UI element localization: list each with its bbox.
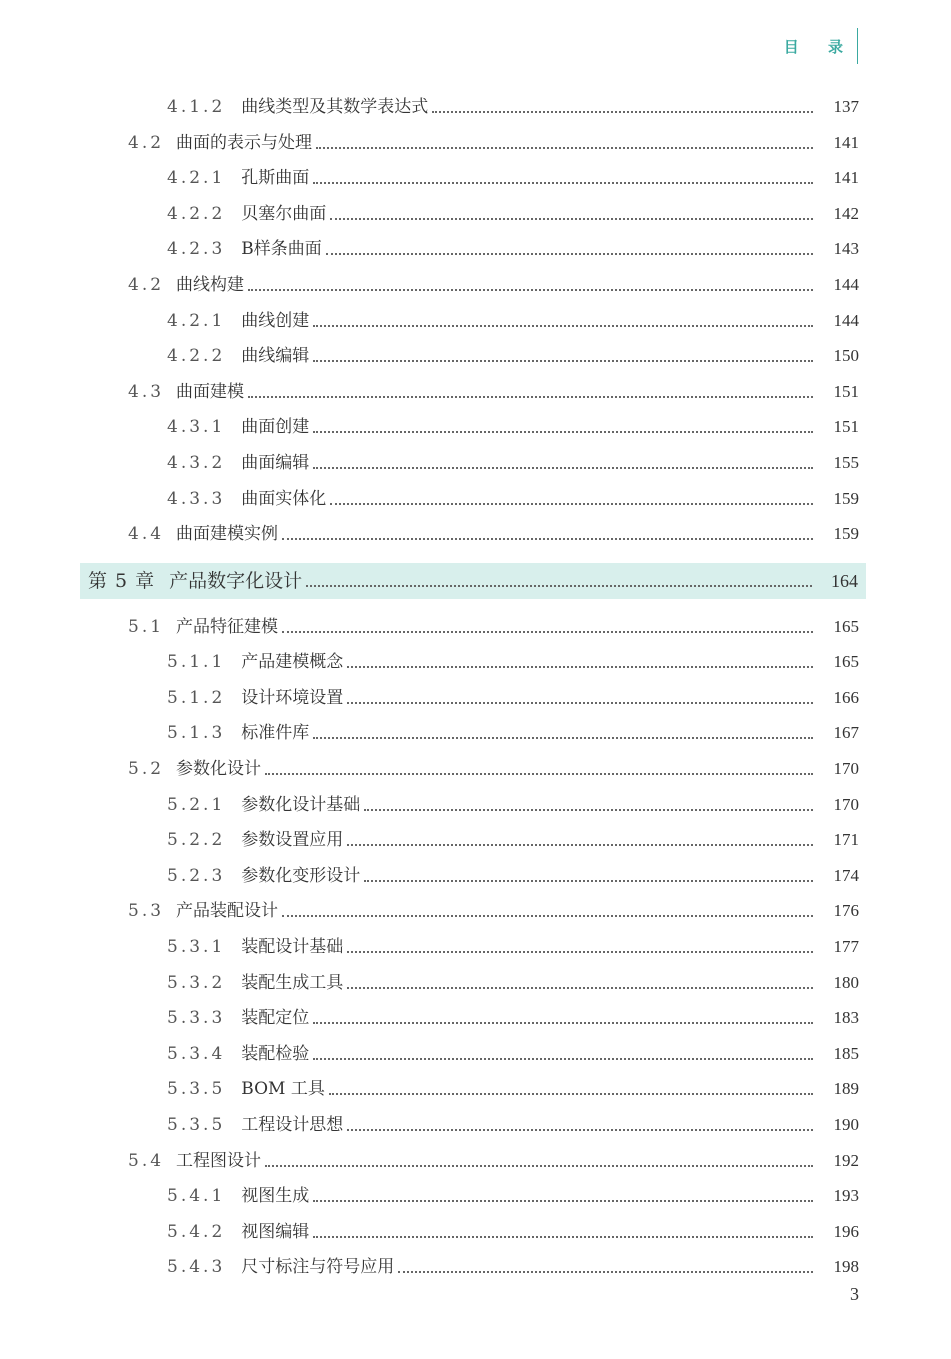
- toc-entry-number: 5.4.2: [167, 1222, 226, 1242]
- dot-leader: [282, 914, 813, 917]
- toc-entry[interactable]: [0, 859, 951, 893]
- toc-entry-title: 视图生成: [241, 1186, 310, 1206]
- toc-entry-number: 5.2: [128, 759, 165, 779]
- dot-leader: [364, 808, 813, 811]
- toc-entry[interactable]: [0, 197, 951, 231]
- dot-leader: [316, 146, 813, 149]
- toc-entry[interactable]: [0, 375, 951, 409]
- toc-entry-page: 166: [833, 688, 859, 707]
- dot-leader: [347, 701, 813, 704]
- toc-entry[interactable]: [0, 1072, 951, 1106]
- toc-entry-title: 工程设计思想: [241, 1115, 344, 1135]
- toc-entry[interactable]: [0, 446, 951, 480]
- toc-entry[interactable]: [0, 1250, 951, 1284]
- toc-entry-page: 141: [833, 168, 859, 187]
- toc-entry[interactable]: [0, 930, 951, 964]
- toc-entry[interactable]: [0, 645, 951, 679]
- toc-entry-title: 贝塞尔曲面: [241, 204, 327, 224]
- toc-entry-page: 143: [833, 239, 859, 258]
- toc-entry-number: 5.2.1: [167, 795, 226, 815]
- dot-leader: [313, 324, 813, 327]
- toc-entry-page: 171: [833, 830, 859, 849]
- toc-entry[interactable]: [0, 410, 951, 444]
- toc-entry-number: 4.2.2: [167, 346, 226, 366]
- toc-entry-title: 参数化设计: [176, 759, 262, 779]
- toc-entry-page: 192: [833, 1151, 859, 1170]
- toc-entry-title: 曲线构建: [176, 275, 245, 295]
- dot-leader: [313, 466, 813, 469]
- toc-entry-title: 曲线创建: [241, 311, 310, 331]
- toc-entry-page: 196: [833, 1222, 859, 1241]
- toc-entry-page: 137: [833, 97, 859, 116]
- toc-entry[interactable]: [0, 1215, 951, 1249]
- toc-entry-number: 4.2: [128, 275, 165, 295]
- toc-entry-number: 4.2: [128, 133, 165, 153]
- dot-leader: [347, 665, 813, 668]
- toc-entry-number: 第 5 章: [88, 570, 156, 592]
- toc-entry-title: B样条曲面: [241, 239, 322, 259]
- toc-entry[interactable]: [0, 232, 951, 266]
- toc-entry[interactable]: [0, 716, 951, 750]
- toc-entry-number: 4.2.2: [167, 204, 226, 224]
- toc-entry[interactable]: [0, 126, 951, 160]
- toc-entry-title: 工程图设计: [176, 1151, 262, 1171]
- dot-leader: [347, 986, 813, 989]
- toc-entry[interactable]: [0, 304, 951, 338]
- toc-entry-number: 5.3.1: [167, 937, 226, 957]
- toc-entry-title: 尺寸标注与符号应用: [241, 1257, 395, 1277]
- page-number: 3: [850, 1284, 859, 1304]
- toc-entry[interactable]: [0, 1037, 951, 1071]
- toc-entry-number: 5.2.2: [167, 830, 226, 850]
- toc-entry-title: 标准件库: [241, 723, 310, 743]
- toc-entry-page: 165: [833, 617, 859, 636]
- toc-entry-title: 曲面实体化: [241, 489, 327, 509]
- toc-entry-page: 176: [833, 901, 859, 920]
- toc-entry-page: 155: [833, 453, 859, 472]
- toc-entry[interactable]: [0, 482, 951, 516]
- dot-leader: [282, 537, 813, 540]
- dot-leader: [248, 288, 813, 291]
- toc-entry-number: 4.3: [128, 382, 165, 402]
- toc-entry-number: 4.3.2: [167, 453, 226, 473]
- dot-leader: [313, 1021, 813, 1024]
- toc-entry-page: 151: [833, 382, 859, 401]
- toc-entry[interactable]: [0, 1001, 951, 1035]
- toc-entry-page: 185: [833, 1044, 859, 1063]
- dot-leader: [330, 217, 813, 220]
- toc-entry-page: 142: [833, 204, 859, 223]
- toc-entry-page: 164: [831, 571, 858, 591]
- toc-entry-number: 5.4.3: [167, 1257, 226, 1277]
- toc-entry-page: 165: [833, 652, 859, 671]
- toc-entry-title: 曲面的表示与处理: [176, 133, 313, 153]
- dot-leader: [313, 1235, 813, 1238]
- toc-entry-page: 141: [833, 133, 859, 152]
- toc-entry-number: 5.3: [128, 901, 165, 921]
- toc-entry-title: BOM 工具: [241, 1079, 325, 1099]
- toc-entry-number: 5.1.3: [167, 723, 226, 743]
- toc-entry-page: 159: [833, 489, 859, 508]
- toc-entry-page: 144: [833, 275, 859, 294]
- toc-entry-title: 产品装配设计: [176, 901, 279, 921]
- toc-entry[interactable]: [0, 610, 951, 644]
- toc-entry-number: 4.4: [128, 524, 165, 544]
- toc-entry-page: 190: [833, 1115, 859, 1134]
- toc-entry-page: 180: [833, 973, 859, 992]
- toc-entry-number: 5.3.5: [167, 1115, 226, 1135]
- toc-entry[interactable]: [0, 894, 951, 928]
- toc-entry[interactable]: [0, 268, 951, 302]
- toc-entry-page: 151: [833, 417, 859, 436]
- toc-entry-number: 5.3.2: [167, 973, 226, 993]
- dot-leader: [347, 843, 813, 846]
- toc-entry-title: 装配检验: [241, 1044, 310, 1064]
- toc-entry-number: 5.4.1: [167, 1186, 226, 1206]
- toc-entry[interactable]: [0, 1144, 951, 1178]
- running-header-title: 目 录: [783, 38, 855, 56]
- toc-entry[interactable]: [0, 339, 951, 373]
- dot-leader: [398, 1270, 813, 1273]
- toc-entry-number: 5.1.2: [167, 688, 226, 708]
- toc-entry[interactable]: [0, 823, 951, 857]
- dot-leader: [347, 1128, 813, 1131]
- toc-entry-number: 5.3.5: [167, 1079, 226, 1099]
- toc-entry-number: 4.2.1: [167, 168, 226, 188]
- toc-entry-title: 产品特征建模: [176, 617, 279, 637]
- toc-entry-title: 产品数字化设计: [169, 570, 303, 592]
- dot-leader: [330, 502, 813, 505]
- dot-leader: [326, 252, 813, 255]
- toc-entry-page: 193: [833, 1186, 859, 1205]
- toc-entry-title: 曲面建模: [176, 382, 245, 402]
- toc-entry-number: 5.2.3: [167, 866, 226, 886]
- toc-entry[interactable]: [0, 788, 951, 822]
- toc-entry-number: 4.2.1: [167, 311, 226, 331]
- toc-entry-title: 曲面创建: [241, 417, 310, 437]
- toc-entry[interactable]: [0, 681, 951, 715]
- dot-leader: [313, 736, 813, 739]
- toc-entry-title: 视图编辑: [241, 1222, 310, 1242]
- toc-entry-page: 150: [833, 346, 859, 365]
- toc-entry-number: 5.1: [128, 617, 165, 637]
- toc-entry-page: 170: [833, 759, 859, 778]
- dot-leader: [329, 1092, 813, 1095]
- toc-entry-title: 设计环境设置: [241, 688, 344, 708]
- toc-entry-number: 4.2.3: [167, 239, 226, 259]
- toc-entry-title: 曲线类型及其数学表达式: [241, 97, 429, 117]
- toc-entry-page: 183: [833, 1008, 859, 1027]
- toc-entry-title: 曲线编辑: [241, 346, 310, 366]
- dot-leader: [248, 395, 813, 398]
- toc-entry-title: 孔斯曲面: [241, 168, 310, 188]
- dot-leader: [265, 772, 813, 775]
- dot-leader: [306, 584, 812, 587]
- dot-leader: [364, 879, 813, 882]
- toc-entry-title: 装配设计基础: [241, 937, 344, 957]
- dot-leader: [313, 359, 813, 362]
- toc-entry-number: 5.3.4: [167, 1044, 226, 1064]
- toc-entry-number: 5.3.3: [167, 1008, 226, 1028]
- toc-entry[interactable]: [0, 752, 951, 786]
- toc-entry-page: 177: [833, 937, 859, 956]
- toc-entry-page: 189: [833, 1079, 859, 1098]
- toc-entry-number: 5.1.1: [167, 652, 226, 672]
- toc-entry-page: 174: [833, 866, 859, 885]
- toc-entry[interactable]: [0, 966, 951, 1000]
- dot-leader: [313, 1199, 813, 1202]
- dot-leader: [432, 110, 813, 113]
- toc-entry-number: 4.3.3: [167, 489, 226, 509]
- toc-entry[interactable]: [0, 161, 951, 195]
- dot-leader: [313, 1057, 813, 1060]
- toc-entry-page: 159: [833, 524, 859, 543]
- toc-entry-title: 装配生成工具: [241, 973, 344, 993]
- dot-leader: [313, 181, 813, 184]
- toc-chapter-entry[interactable]: [80, 563, 866, 599]
- dot-leader: [265, 1164, 813, 1167]
- toc-entry[interactable]: [0, 90, 951, 124]
- toc-entry-title: 曲面编辑: [241, 453, 310, 473]
- toc-entry-title: 装配定位: [241, 1008, 310, 1028]
- dot-leader: [313, 430, 813, 433]
- toc-entry-title: 产品建模概念: [241, 652, 344, 672]
- header-rule: [857, 28, 858, 64]
- toc-entry-page: 198: [833, 1257, 859, 1276]
- toc-entry-title: 参数设置应用: [241, 830, 344, 850]
- dot-leader: [347, 950, 813, 953]
- toc-entry-title: 曲面建模实例: [176, 524, 279, 544]
- toc-entry[interactable]: [0, 1108, 951, 1142]
- dot-leader: [282, 630, 813, 633]
- toc-entry-number: 5.4: [128, 1151, 165, 1171]
- toc-entry[interactable]: [0, 517, 951, 551]
- toc-entry-page: 170: [833, 795, 859, 814]
- toc-entry-number: 4.1.2: [167, 97, 226, 117]
- toc-entry-number: 4.3.1: [167, 417, 226, 437]
- toc-entry[interactable]: [0, 1179, 951, 1213]
- toc-entry-title: 参数化变形设计: [241, 866, 361, 886]
- toc-entry-page: 167: [833, 723, 859, 742]
- toc-entry-page: 144: [833, 311, 859, 330]
- toc-entry-title: 参数化设计基础: [241, 795, 361, 815]
